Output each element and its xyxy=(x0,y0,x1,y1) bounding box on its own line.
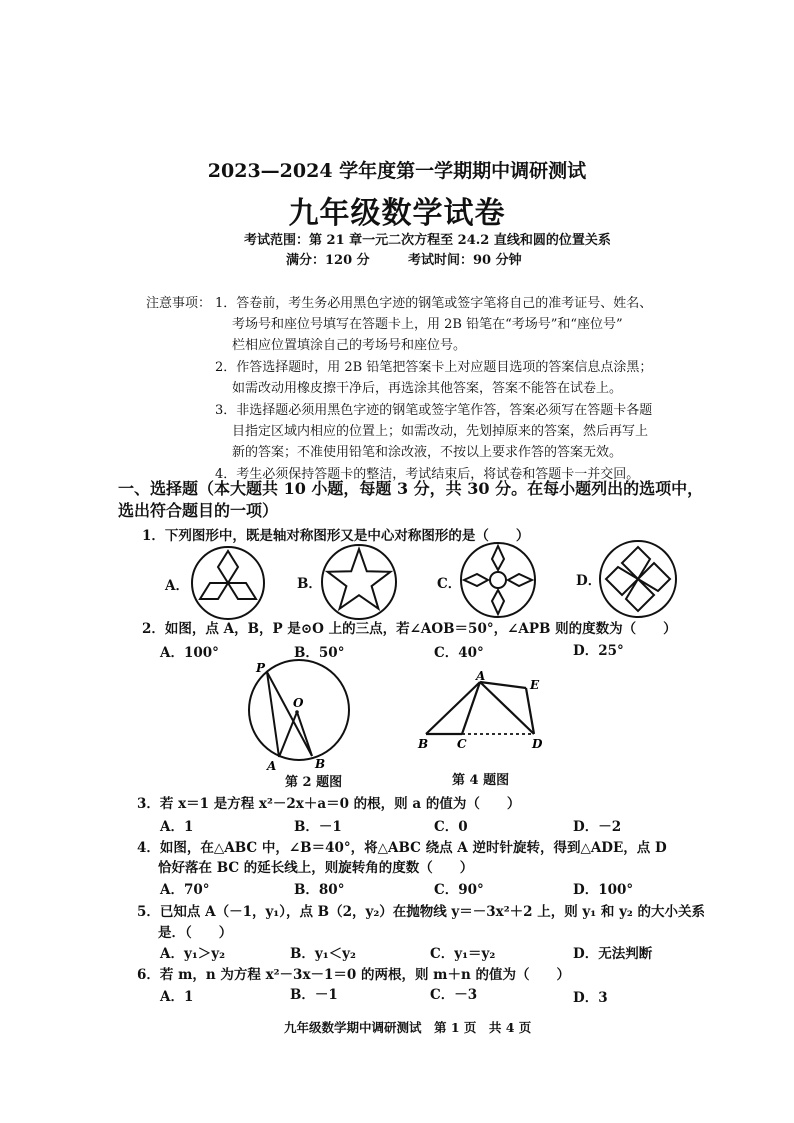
q2-option-d: D．25° xyxy=(573,643,624,659)
question-1-stem: 1．下列图形中，既是轴对称图形又是中心对称图形的是（ ） xyxy=(142,528,530,544)
q5-option-b: B．y₁＜y₂ xyxy=(290,946,356,962)
question-4-stem: 4．如图，在△ABC 中，∠B＝40°，将△ABC 绕点 A 逆时针旋转，得到△ADE，点 D xyxy=(137,840,667,856)
fig2-label-p: P xyxy=(256,661,266,675)
question-5-stem: 5．已知点 A（－1，y₁），点 B（2，y₂）在抛物线 y＝－3x²＋2 上，则 y₁ 和 y₂ 的大小关系 xyxy=(137,904,706,920)
q1-figure-c xyxy=(459,541,537,619)
fig4-label-a: A xyxy=(476,669,486,683)
q5-option-a: A．y₁＞y₂ xyxy=(160,946,225,962)
q2-option-c: C．40° xyxy=(434,645,484,661)
q1-option-a: A． xyxy=(165,578,189,594)
figure-q4-triangles xyxy=(418,670,548,750)
notes-line: 1．答卷前，考生务必用黑色字迹的钢笔或签字笔将自己的准考证号、姓名、 xyxy=(215,296,653,311)
page-footer: 九年级数学期中调研测试 第 1 页 共 4 页 xyxy=(284,1020,532,1035)
q2-option-a: A．100° xyxy=(160,645,219,661)
question-3-stem: 3．若 x＝1 是方程 x²－2x＋a＝0 的根，则 a 的值为（ ） xyxy=(137,796,521,812)
notes-line: 3．非选择题必须用黑色字迹的钢笔或签字笔作答，答案必须写在答题卡各题 xyxy=(215,403,653,418)
q5-option-d: D．无法判断 xyxy=(573,946,653,962)
q1-figure-a xyxy=(190,545,266,621)
q6-option-b: B．－1 xyxy=(290,987,338,1003)
q1-option-b: B． xyxy=(297,576,322,592)
q6-option-c: C．－3 xyxy=(430,987,478,1003)
q1-figure-d xyxy=(598,539,678,619)
fig2-label-o: O xyxy=(293,696,304,710)
notes-line: 新的答案；不准使用铅笔和涂改液，不按以上要求作答的答案无效。 xyxy=(232,445,623,460)
question-6-stem: 6．若 m，n 为方程 x²－3x－1＝0 的两根，则 m＋n 的值为（ ） xyxy=(137,967,570,983)
figure-2-caption: 第 2 题图 xyxy=(285,775,343,790)
full-score: 满分：120 分 xyxy=(286,253,370,268)
notes-line: 4．考生必须保持答题卡的整洁，考试结束后，将试卷和答题卡一并交回。 xyxy=(215,467,640,482)
q4-option-a: A．70° xyxy=(160,882,210,898)
q3-option-a: A．1 xyxy=(160,819,194,835)
fig4-label-e: E xyxy=(530,678,540,692)
notes-line: 栏相应位置填涂自己的考场号和座位号。 xyxy=(232,338,467,353)
exam-time: 考试时间：90 分钟 xyxy=(408,253,522,268)
question-5-stem-line2: 是．（ ） xyxy=(158,925,233,941)
fig4-label-c: C xyxy=(457,737,467,751)
term-title: 2023—2024 学年度第一学期期中调研测试 xyxy=(207,160,587,182)
q6-option-d: D．3 xyxy=(573,990,608,1006)
paper-title: 九年级数学试卷 xyxy=(288,196,506,231)
notes-line: 考场号和座位号填写在答题卡上，用 2B 铅笔在“考场号”和“座位号” xyxy=(232,317,623,332)
section-heading: 选出符合题目的一项） xyxy=(118,501,279,520)
notes-label: 注意事项： xyxy=(146,296,212,311)
exam-scope: 考试范围：第 21 章一元二次方程至 24.2 直线和圆的位置关系 xyxy=(244,233,611,248)
q1-option-d: D． xyxy=(576,573,602,589)
notes-line: 如需改动用橡皮擦干净后，再选涂其他答案，答案不能答在试卷上。 xyxy=(232,381,623,396)
q4-option-b: B．80° xyxy=(294,882,345,898)
figure-4-caption: 第 4 题图 xyxy=(452,773,510,788)
question-2-stem: 2．如图，点 A，B，P 是⊙O 上的三点，若∠AOB＝50°，∠APB 则的度数为（ ） xyxy=(142,621,677,637)
q3-option-b: B．－1 xyxy=(294,819,342,835)
fig2-label-b: B xyxy=(315,757,326,771)
figure-q2-circle xyxy=(245,660,355,773)
q2-option-b: B．50° xyxy=(294,645,345,661)
notes-line: 2．作答选择题时，用 2B 铅笔把答案卡上对应题目选项的答案信息点涂黑； xyxy=(215,360,653,375)
q4-option-d: D．100° xyxy=(573,882,634,898)
q4-option-c: C．90° xyxy=(434,882,484,898)
section-heading: 一、选择题（本大题共 10 小题，每题 3 分，共 30 分。在每小题列出的选项中， xyxy=(118,479,704,498)
q1-figure-b xyxy=(320,543,398,621)
notes-line: 目指定区域内相应的位置上；如需改动，先划掉原来的答案，然后再写上 xyxy=(232,424,649,439)
q3-option-d: D．－2 xyxy=(573,819,622,835)
q3-option-c: C．0 xyxy=(434,819,468,835)
fig2-label-a: A xyxy=(267,759,277,773)
question-4-stem-line2: 恰好落在 BC 的延长线上，则旋转角的度数（ ） xyxy=(158,860,474,876)
q1-option-c: C． xyxy=(437,576,462,592)
q5-option-c: C．y₁＝y₂ xyxy=(430,946,496,962)
fig4-label-b: B xyxy=(418,737,429,751)
q6-option-a: A．1 xyxy=(160,989,194,1005)
fig4-label-d: D xyxy=(532,737,543,751)
